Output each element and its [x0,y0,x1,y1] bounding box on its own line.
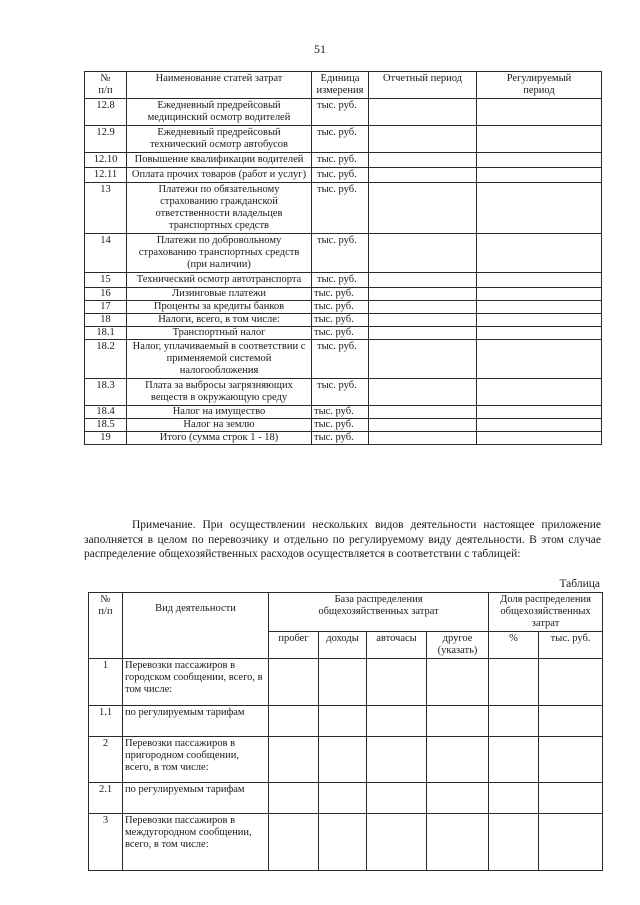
row-cost-item: Налог, уплачиваемый в соответствии с применяемой системой налогообложения [127,340,312,379]
row-regulated-value [477,288,602,301]
row-unit: тыс. руб. [312,419,369,432]
row-regulated-value [477,327,602,340]
row-reporting-value [369,168,477,183]
dist-header-activity-label: Вид деятельности [155,603,236,614]
dist-row-bus-hours [367,706,427,737]
row-unit: тыс. руб. [312,432,369,445]
row-regulated-value [477,183,602,234]
row-reporting-value [369,379,477,406]
row-regulated-value [477,99,602,126]
dist-row-activity: Перевозки пассажиров в пригородном сообщении, всего, в том числе: [123,737,269,783]
dist-row-thousand-rub [539,737,603,783]
dist-header-other [427,632,489,659]
dist-row-number: 2 [89,737,123,783]
dist-header-base-label: База распределения общехозяйственных затрат [318,594,439,617]
row-unit: тыс. руб. [312,327,369,340]
row-number: 17 [85,301,127,314]
dist-row-percent [489,814,539,871]
dist-row-mileage [269,814,319,871]
dist-header-bus-hours-label: авточасы [376,633,417,644]
row-number: 14 [85,234,127,273]
dist-row-activity: Перевозки пассажиров в городском сообщении, всего, в том числе: [123,659,269,706]
row-number: 16 [85,288,127,301]
dist-header-thousand-rub-label: тыс. руб. [550,633,591,644]
dist-row-percent [489,783,539,814]
row-regulated-value [477,379,602,406]
dist-row-number: 1 [89,659,123,706]
row-cost-item: Налог на землю [127,419,312,432]
header-reporting-label: Отчетный период [382,73,463,84]
dist-row-percent [489,659,539,706]
header-unit-label: Единица измерения [316,73,364,96]
dist-header-num-label: № п/п [98,594,113,617]
row-reporting-value [369,406,477,419]
row-number: 12.11 [85,168,127,183]
table-row [85,183,602,234]
row-unit: тыс. руб. [312,288,369,301]
dist-row-thousand-rub [539,783,603,814]
row-regulated-value [477,153,602,168]
dist-header-income [319,632,367,659]
dist-row-other [427,783,489,814]
dist-row-other [427,659,489,706]
note-text: Примечание. При осуществлении нескольких видов деятельности настоящее приложение заполняется в целом по перевозчику и отдельно по регулируемому виду деятельности. В этом случае распределение общехозяйственных расходов осуществляется в соответствии с таблицей: [84,519,601,560]
row-number: 18.2 [85,340,127,379]
table-row [89,814,603,871]
table-row [85,327,602,340]
row-regulated-value [477,273,602,288]
row-cost-item: Проценты за кредиты банков [127,301,312,314]
row-unit: тыс. руб. [312,234,369,273]
dist-row-number: 2.1 [89,783,123,814]
row-number: 15 [85,273,127,288]
dist-row-mileage [269,659,319,706]
dist-header-base [269,593,489,632]
dist-row-other [427,814,489,871]
row-cost-item: Ежедневный предрейсовый технический осмотр автобусов [127,126,312,153]
dist-row-thousand-rub [539,706,603,737]
row-cost-item: Лизинговые платежи [127,288,312,301]
distribution-table [88,592,603,871]
row-cost-item: Технический осмотр автотранспорта [127,273,312,288]
row-unit: тыс. руб. [312,406,369,419]
header-regulated-label: Регулируемый период [506,73,572,96]
dist-row-bus-hours [367,783,427,814]
dist-header-percent [489,632,539,659]
dist-row-income [319,783,367,814]
row-cost-item: Транспортный налог [127,327,312,340]
cost-items-table [84,71,602,445]
row-reporting-value [369,314,477,327]
row-unit: тыс. руб. [312,273,369,288]
dist-row-income [319,659,367,706]
row-reporting-value [369,153,477,168]
dist-row-bus-hours [367,814,427,871]
table-row [85,99,602,126]
row-regulated-value [477,301,602,314]
dist-header-mileage-label: пробег [278,633,309,644]
dist-row-percent [489,706,539,737]
table-row [85,234,602,273]
dist-row-income [319,814,367,871]
page-number: 51 [314,42,326,56]
cost-table-body [85,99,602,445]
dist-header-income-label: доходы [326,633,359,644]
row-unit: тыс. руб. [312,153,369,168]
table-row [85,288,602,301]
row-unit: тыс. руб. [312,126,369,153]
row-regulated-value [477,340,602,379]
note-paragraph [84,518,601,562]
dist-header-percent-label: % [509,633,518,644]
row-number: 18.1 [85,327,127,340]
header-name [127,72,312,99]
row-reporting-value [369,340,477,379]
row-unit: тыс. руб. [312,168,369,183]
distribution-table-body [89,659,603,871]
row-number: 18.4 [85,406,127,419]
header-num-label: № п/п [98,73,113,96]
table-row [89,737,603,783]
dist-row-income [319,706,367,737]
row-reporting-value [369,234,477,273]
table-row [85,314,602,327]
row-regulated-value [477,406,602,419]
dist-row-income [319,737,367,783]
row-regulated-value [477,234,602,273]
row-number: 19 [85,432,127,445]
dist-header-activity [123,593,269,659]
row-cost-item: Налоги, всего, в том числе: [127,314,312,327]
row-cost-item: Повышение квалификации водителей [127,153,312,168]
row-unit: тыс. руб. [312,99,369,126]
row-cost-item: Ежедневный предрейсовый медицинский осмотр водителей [127,99,312,126]
row-cost-item: Итого (сумма строк 1 - 18) [127,432,312,445]
dist-row-bus-hours [367,737,427,783]
row-regulated-value [477,168,602,183]
table-row [89,706,603,737]
table-row [85,301,602,314]
row-cost-item: Платежи по добровольному страхованию транспортных средств (при наличии) [127,234,312,273]
dist-header-other-label: другое (указать) [437,633,478,656]
dist-row-other [427,706,489,737]
header-reporting-period [369,72,477,99]
dist-row-thousand-rub [539,814,603,871]
dist-row-thousand-rub [539,659,603,706]
dist-row-activity: Перевозки пассажиров в междугородном сообщении, всего, в том числе: [123,814,269,871]
row-number: 12.9 [85,126,127,153]
row-number: 18.3 [85,379,127,406]
dist-row-mileage [269,737,319,783]
dist-header-mileage [269,632,319,659]
table-caption: Таблица [559,578,600,590]
table-row [85,432,602,445]
row-cost-item: Налог на имущество [127,406,312,419]
dist-row-other [427,737,489,783]
row-reporting-value [369,327,477,340]
row-number: 12.10 [85,153,127,168]
row-unit: тыс. руб. [312,340,369,379]
row-regulated-value [477,419,602,432]
dist-row-activity: по регулируемым тарифам [123,706,269,737]
dist-header-num [89,593,123,659]
header-unit [312,72,369,99]
row-reporting-value [369,432,477,445]
row-unit: тыс. руб. [312,379,369,406]
row-unit: тыс. руб. [312,314,369,327]
table-row [85,419,602,432]
table-row [85,340,602,379]
table-row [85,273,602,288]
table-row [85,379,602,406]
row-reporting-value [369,99,477,126]
row-reporting-value [369,301,477,314]
dist-header-bus-hours [367,632,427,659]
row-reporting-value [369,183,477,234]
row-regulated-value [477,126,602,153]
dist-row-activity: по регулируемым тарифам [123,783,269,814]
dist-row-mileage [269,706,319,737]
header-name-label: Наименование статей затрат [155,73,283,84]
row-number: 12.8 [85,99,127,126]
row-regulated-value [477,314,602,327]
row-reporting-value [369,419,477,432]
table-row [89,659,603,706]
table-row [89,783,603,814]
table-row [85,168,602,183]
table-row [85,406,602,419]
row-number: 18 [85,314,127,327]
header-num [85,72,127,99]
distribution-header-row-1 [89,593,603,632]
row-number: 18.5 [85,419,127,432]
dist-row-bus-hours [367,659,427,706]
dist-row-number: 1.1 [89,706,123,737]
dist-header-thousand-rub [539,632,603,659]
dist-row-number: 3 [89,814,123,871]
cost-table-header-row [85,72,602,99]
row-unit: тыс. руб. [312,183,369,234]
row-regulated-value [477,432,602,445]
row-reporting-value [369,126,477,153]
table-row [85,153,602,168]
row-cost-item: Платежи по обязательному страхованию гражданской ответственности владельцев транспортных средств [127,183,312,234]
row-cost-item: Плата за выбросы загрязняющих веществ в окружающую среду [127,379,312,406]
dist-row-percent [489,737,539,783]
row-unit: тыс. руб. [312,301,369,314]
dist-header-share [489,593,603,632]
dist-header-share-label: Доля распределения общехозяйственных затрат [500,594,591,629]
row-reporting-value [369,288,477,301]
row-number: 13 [85,183,127,234]
row-cost-item: Оплата прочих товаров (работ и услуг) [127,168,312,183]
row-reporting-value [369,273,477,288]
table-row [85,126,602,153]
dist-row-mileage [269,783,319,814]
header-regulated-period [477,72,602,99]
